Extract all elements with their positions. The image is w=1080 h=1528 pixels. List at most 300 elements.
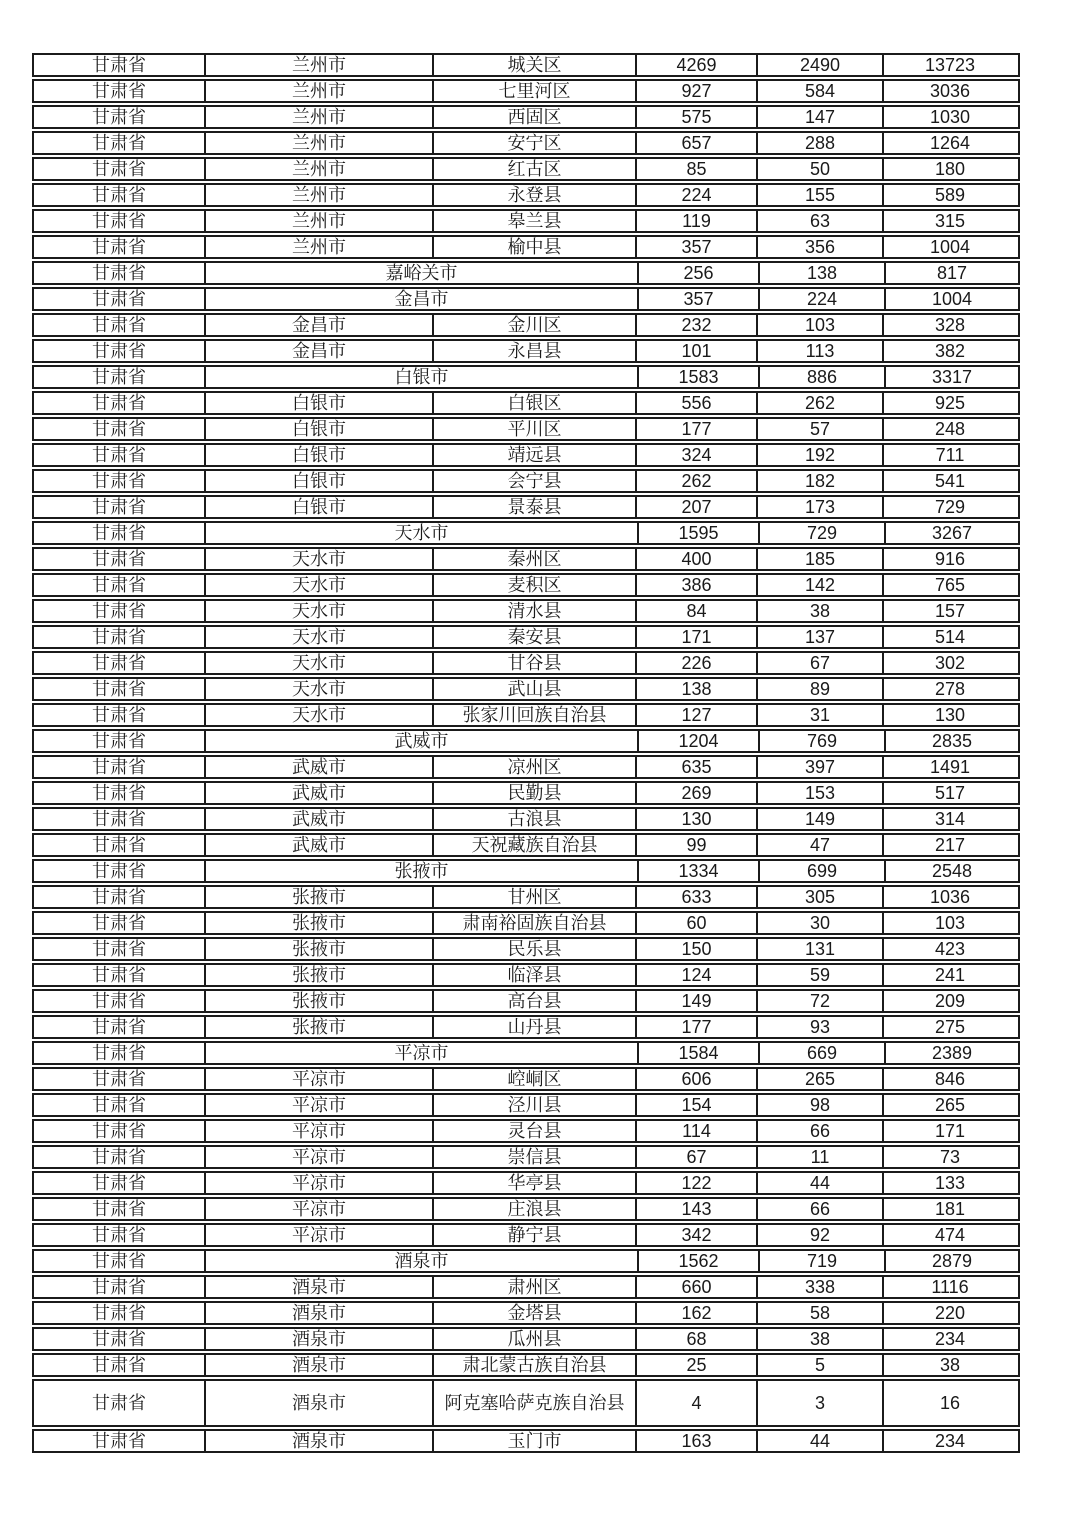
cell-value1: 207 <box>637 497 758 517</box>
table-row <box>32 1223 1020 1247</box>
cell-value1: 226 <box>637 653 758 673</box>
cell-value3: 916 <box>934 549 966 569</box>
cell-province: 甘肃省 <box>34 1069 206 1089</box>
cell-city-merged: 平凉市 <box>206 1043 639 1063</box>
cell-value2: 699 <box>760 861 886 881</box>
cell-value1: 119 <box>637 211 758 231</box>
table-row <box>32 183 1020 207</box>
cell-city: 酒泉市 <box>206 1303 434 1323</box>
cell-province: 甘肃省 <box>34 575 206 595</box>
cell-value1: 927 <box>637 81 758 101</box>
cell-city: 张掖市 <box>206 965 434 985</box>
cell-province: 甘肃省 <box>34 107 206 127</box>
cell-province: 甘肃省 <box>34 1199 206 1219</box>
cell-district: 庄浪县 <box>434 1199 637 1219</box>
cell-city: 张掖市 <box>206 991 434 1011</box>
cell-value3: 382 <box>934 341 966 361</box>
cell-district: 安宁区 <box>434 133 637 153</box>
cell-province: 甘肃省 <box>34 1121 206 1141</box>
cell-value1: 1595 <box>639 523 760 543</box>
cell-province: 甘肃省 <box>34 159 206 179</box>
cell-value3: 130 <box>934 705 966 725</box>
cell-city: 兰州市 <box>206 81 434 101</box>
cell-value3: 209 <box>934 991 966 1011</box>
cell-value3: 133 <box>934 1173 966 1193</box>
cell-city: 天水市 <box>206 627 434 647</box>
cell-value2: 182 <box>758 471 884 491</box>
cell-value1: 342 <box>637 1225 758 1245</box>
cell-province: 甘肃省 <box>34 393 206 413</box>
cell-district: 永登县 <box>434 185 637 205</box>
cell-value2: 149 <box>758 809 884 829</box>
cell-value1: 1334 <box>639 861 760 881</box>
cell-value3: 234 <box>934 1329 966 1349</box>
cell-value2: 66 <box>758 1121 884 1141</box>
cell-value1: 357 <box>637 237 758 257</box>
cell-value1: 60 <box>637 913 758 933</box>
cell-city-merged: 张掖市 <box>206 861 639 881</box>
cell-value1: 232 <box>637 315 758 335</box>
cell-value3: 1264 <box>929 133 971 153</box>
cell-city: 平凉市 <box>206 1121 434 1141</box>
table-row <box>32 885 1020 909</box>
table-row <box>32 547 1020 571</box>
cell-value2: 719 <box>760 1251 886 1271</box>
cell-value1: 1204 <box>639 731 760 751</box>
cell-province: 甘肃省 <box>34 1303 206 1323</box>
table-row <box>32 573 1020 597</box>
cell-province: 甘肃省 <box>34 627 206 647</box>
cell-value2: 89 <box>758 679 884 699</box>
cell-value2: 30 <box>758 913 884 933</box>
cell-province: 甘肃省 <box>34 315 206 335</box>
cell-province: 甘肃省 <box>34 367 206 387</box>
cell-value3: 241 <box>934 965 966 985</box>
cell-value2: 72 <box>758 991 884 1011</box>
cell-value1: 324 <box>637 445 758 465</box>
cell-city: 白银市 <box>206 393 434 413</box>
cell-city: 平凉市 <box>206 1199 434 1219</box>
cell-city: 兰州市 <box>206 185 434 205</box>
cell-value3: 3317 <box>931 367 973 387</box>
cell-district: 高台县 <box>434 991 637 1011</box>
cell-city: 酒泉市 <box>206 1277 434 1297</box>
cell-province: 甘肃省 <box>34 1355 206 1375</box>
cell-value2: 38 <box>758 601 884 621</box>
cell-province: 甘肃省 <box>34 471 206 491</box>
cell-value3: 817 <box>936 263 968 283</box>
cell-value2: 142 <box>758 575 884 595</box>
cell-province: 甘肃省 <box>34 497 206 517</box>
cell-city: 张掖市 <box>206 939 434 959</box>
cell-province: 甘肃省 <box>34 1017 206 1037</box>
cell-district: 靖远县 <box>434 445 637 465</box>
cell-city: 白银市 <box>206 445 434 465</box>
cell-city: 天水市 <box>206 575 434 595</box>
cell-city-merged: 天水市 <box>206 523 639 543</box>
cell-district: 崇信县 <box>434 1147 637 1167</box>
cell-value2: 44 <box>758 1173 884 1193</box>
table-row <box>32 157 1020 181</box>
cell-value1: 224 <box>637 185 758 205</box>
cell-city: 平凉市 <box>206 1147 434 1167</box>
cell-value1: 1584 <box>639 1043 760 1063</box>
cell-province: 甘肃省 <box>34 549 206 569</box>
cell-city-merged: 酒泉市 <box>206 1251 639 1271</box>
table-row <box>32 443 1020 467</box>
cell-city: 平凉市 <box>206 1095 434 1115</box>
cell-district: 肃南裕固族自治县 <box>434 913 637 933</box>
cell-value3: 729 <box>934 497 966 517</box>
cell-city: 兰州市 <box>206 107 434 127</box>
cell-value2: 59 <box>758 965 884 985</box>
cell-value3: 1116 <box>931 1277 969 1297</box>
cell-city: 天水市 <box>206 549 434 569</box>
cell-city: 兰州市 <box>206 159 434 179</box>
cell-city: 酒泉市 <box>206 1329 434 1349</box>
cell-value3: 180 <box>934 159 966 179</box>
cell-city: 酒泉市 <box>206 1381 434 1425</box>
cell-city-merged: 金昌市 <box>206 289 639 309</box>
cell-district: 红古区 <box>434 159 637 179</box>
cell-district: 临泽县 <box>434 965 637 985</box>
cell-province: 甘肃省 <box>34 1431 206 1451</box>
cell-value1: 85 <box>637 159 758 179</box>
cell-value1: 606 <box>637 1069 758 1089</box>
cell-value2: 50 <box>758 159 884 179</box>
cell-value2: 305 <box>758 887 884 907</box>
cell-value2: 44 <box>758 1431 884 1451</box>
cell-value2: 113 <box>758 341 884 361</box>
cell-value3: 103 <box>934 913 966 933</box>
table-row <box>32 469 1020 493</box>
table-row <box>32 937 1020 961</box>
cell-province: 甘肃省 <box>34 263 206 283</box>
cell-value3: 220 <box>934 1303 966 1323</box>
cell-district: 瓜州县 <box>434 1329 637 1349</box>
cell-province: 甘肃省 <box>34 679 206 699</box>
cell-value1: 177 <box>637 1017 758 1037</box>
cell-province: 甘肃省 <box>34 289 206 309</box>
cell-value2: 67 <box>758 653 884 673</box>
cell-province: 甘肃省 <box>34 757 206 777</box>
cell-district: 秦安县 <box>434 627 637 647</box>
cell-district: 泾川县 <box>434 1095 637 1115</box>
cell-city: 张掖市 <box>206 1017 434 1037</box>
cell-province: 甘肃省 <box>34 835 206 855</box>
cell-city: 兰州市 <box>206 55 434 75</box>
cell-province: 甘肃省 <box>34 237 206 257</box>
cell-province: 甘肃省 <box>34 653 206 673</box>
cell-value2: 886 <box>760 367 886 387</box>
cell-district: 永昌县 <box>434 341 637 361</box>
cell-district: 武山县 <box>434 679 637 699</box>
cell-value1: 400 <box>637 549 758 569</box>
cell-value1: 633 <box>637 887 758 907</box>
cell-city: 武威市 <box>206 809 434 829</box>
cell-value2: 153 <box>758 783 884 803</box>
table-row <box>32 521 1020 545</box>
cell-value2: 93 <box>758 1017 884 1037</box>
cell-value2: 5 <box>758 1355 884 1375</box>
cell-district: 清水县 <box>434 601 637 621</box>
cell-province: 甘肃省 <box>34 913 206 933</box>
cell-value2: 138 <box>760 263 886 283</box>
cell-province: 甘肃省 <box>34 1381 206 1425</box>
cell-value3: 1036 <box>929 887 971 907</box>
table-row <box>32 703 1020 727</box>
cell-province: 甘肃省 <box>34 1251 206 1271</box>
table-row <box>32 1249 1020 1273</box>
cell-district: 天祝藏族自治县 <box>434 835 637 855</box>
cell-value2: 63 <box>758 211 884 231</box>
table-row <box>32 391 1020 415</box>
table-row <box>32 781 1020 805</box>
cell-district: 秦州区 <box>434 549 637 569</box>
cell-value1: 1583 <box>639 367 760 387</box>
cell-value1: 171 <box>637 627 758 647</box>
cell-city: 白银市 <box>206 471 434 491</box>
cell-value1: 660 <box>637 1277 758 1297</box>
cell-value1: 101 <box>637 341 758 361</box>
cell-district: 阿克塞哈萨克族自治县 <box>434 1381 637 1425</box>
cell-city-merged: 武威市 <box>206 731 639 751</box>
cell-value3: 302 <box>934 653 966 673</box>
cell-district: 七里河区 <box>434 81 637 101</box>
cell-province: 甘肃省 <box>34 861 206 881</box>
cell-province: 甘肃省 <box>34 939 206 959</box>
cell-value1: 138 <box>637 679 758 699</box>
cell-value1: 25 <box>637 1355 758 1375</box>
table-row <box>32 859 1020 883</box>
cell-province: 甘肃省 <box>34 601 206 621</box>
cell-province: 甘肃省 <box>34 1043 206 1063</box>
cell-city-merged: 嘉峪关市 <box>206 263 639 283</box>
table-row <box>32 1171 1020 1195</box>
cell-value2: 31 <box>758 705 884 725</box>
cell-value1: 143 <box>637 1199 758 1219</box>
cell-district: 肃北蒙古族自治县 <box>434 1355 637 1375</box>
cell-province: 甘肃省 <box>34 81 206 101</box>
cell-value3: 765 <box>934 575 966 595</box>
cell-province: 甘肃省 <box>34 1277 206 1297</box>
cell-value3: 157 <box>934 601 966 621</box>
cell-district: 榆中县 <box>434 237 637 257</box>
cell-value2: 58 <box>758 1303 884 1323</box>
table-row <box>32 209 1020 233</box>
table-row <box>32 807 1020 831</box>
cell-city: 金昌市 <box>206 341 434 361</box>
table-row <box>32 1093 1020 1117</box>
cell-city: 酒泉市 <box>206 1431 434 1451</box>
cell-value2: 147 <box>758 107 884 127</box>
cell-district: 凉州区 <box>434 757 637 777</box>
table-row <box>32 1119 1020 1143</box>
cell-value3: 925 <box>934 393 966 413</box>
cell-value2: 38 <box>758 1329 884 1349</box>
cell-value2: 185 <box>758 549 884 569</box>
cell-province: 甘肃省 <box>34 809 206 829</box>
table-row <box>32 1353 1020 1377</box>
cell-city: 酒泉市 <box>206 1355 434 1375</box>
cell-value1: 357 <box>639 289 760 309</box>
cell-value2: 224 <box>760 289 886 309</box>
cell-value3: 2835 <box>931 731 973 751</box>
cell-city: 金昌市 <box>206 315 434 335</box>
table-row <box>32 235 1020 259</box>
cell-value3: 13723 <box>924 55 976 75</box>
table-row <box>32 79 1020 103</box>
cell-value3: 3036 <box>929 81 971 101</box>
table-row <box>32 131 1020 155</box>
table-row <box>32 1015 1020 1039</box>
cell-value1: 84 <box>637 601 758 621</box>
table-row <box>32 963 1020 987</box>
table-row <box>32 313 1020 337</box>
cell-city-merged: 白银市 <box>206 367 639 387</box>
cell-value1: 162 <box>637 1303 758 1323</box>
cell-value1: 269 <box>637 783 758 803</box>
cell-district: 山丹县 <box>434 1017 637 1037</box>
cell-district: 民乐县 <box>434 939 637 959</box>
cell-value3: 265 <box>934 1095 966 1115</box>
cell-value1: 386 <box>637 575 758 595</box>
cell-city: 平凉市 <box>206 1225 434 1245</box>
cell-value2: 66 <box>758 1199 884 1219</box>
cell-value3: 181 <box>934 1199 966 1219</box>
cell-value1: 124 <box>637 965 758 985</box>
table-row <box>32 261 1020 285</box>
cell-value3: 3267 <box>931 523 973 543</box>
cell-value1: 635 <box>637 757 758 777</box>
cell-city: 武威市 <box>206 783 434 803</box>
table-row <box>32 495 1020 519</box>
cell-value1: 575 <box>637 107 758 127</box>
cell-district: 皋兰县 <box>434 211 637 231</box>
cell-value1: 4 <box>637 1381 758 1425</box>
table-row <box>32 833 1020 857</box>
cell-district: 肃州区 <box>434 1277 637 1297</box>
cell-value2: 356 <box>758 237 884 257</box>
cell-value2: 98 <box>758 1095 884 1115</box>
cell-value3: 1030 <box>929 107 971 127</box>
cell-value3: 711 <box>935 445 965 465</box>
cell-value1: 4269 <box>637 55 758 75</box>
cell-district: 会宁县 <box>434 471 637 491</box>
cell-value3: 248 <box>934 419 966 439</box>
cell-value1: 262 <box>637 471 758 491</box>
cell-value2: 103 <box>758 315 884 335</box>
cell-value3: 1004 <box>931 289 973 309</box>
cell-value1: 67 <box>637 1147 758 1167</box>
cell-value1: 163 <box>637 1431 758 1451</box>
cell-district: 华亭县 <box>434 1173 637 1193</box>
cell-value2: 92 <box>758 1225 884 1245</box>
table-row <box>32 53 1020 77</box>
cell-province: 甘肃省 <box>34 341 206 361</box>
cell-province: 甘肃省 <box>34 783 206 803</box>
cell-value1: 657 <box>637 133 758 153</box>
table-row <box>32 729 1020 753</box>
cell-district: 金塔县 <box>434 1303 637 1323</box>
cell-value3: 423 <box>934 939 966 959</box>
cell-value3: 328 <box>934 315 966 335</box>
table-row <box>32 677 1020 701</box>
cell-district: 崆峒区 <box>434 1069 637 1089</box>
cell-district: 古浪县 <box>434 809 637 829</box>
table-row <box>32 105 1020 129</box>
table-row <box>32 417 1020 441</box>
cell-value3: 517 <box>934 783 966 803</box>
cell-value2: 131 <box>758 939 884 959</box>
table-row <box>32 651 1020 675</box>
cell-province: 甘肃省 <box>34 1147 206 1167</box>
cell-value3: 171 <box>934 1121 966 1141</box>
table-row <box>32 1327 1020 1351</box>
cell-city: 平凉市 <box>206 1069 434 1089</box>
cell-value3: 275 <box>934 1017 966 1037</box>
cell-city: 兰州市 <box>206 211 434 231</box>
cell-province: 甘肃省 <box>34 991 206 1011</box>
cell-value3: 73 <box>939 1147 961 1167</box>
cell-province: 甘肃省 <box>34 1095 206 1115</box>
cell-district: 玉门市 <box>434 1431 637 1451</box>
cell-value3: 2548 <box>931 861 973 881</box>
cell-district: 民勤县 <box>434 783 637 803</box>
cell-value3: 589 <box>934 185 966 205</box>
cell-value3: 846 <box>934 1069 966 1089</box>
cell-province: 甘肃省 <box>34 133 206 153</box>
cell-district: 金川区 <box>434 315 637 335</box>
cell-province: 甘肃省 <box>34 1225 206 1245</box>
table-row <box>32 339 1020 363</box>
cell-city: 白银市 <box>206 419 434 439</box>
cell-value2: 338 <box>758 1277 884 1297</box>
cell-value3: 16 <box>939 1392 961 1413</box>
cell-value2: 137 <box>758 627 884 647</box>
table-row <box>32 1429 1020 1453</box>
cell-value2: 262 <box>758 393 884 413</box>
cell-district: 平川区 <box>434 419 637 439</box>
cell-value1: 1562 <box>639 1251 760 1271</box>
cell-value3: 2389 <box>931 1043 973 1063</box>
cell-value1: 556 <box>637 393 758 413</box>
cell-district: 灵台县 <box>434 1121 637 1141</box>
cell-city: 兰州市 <box>206 237 434 257</box>
cell-province: 甘肃省 <box>34 445 206 465</box>
table-row <box>32 1041 1020 1065</box>
cell-city: 天水市 <box>206 653 434 673</box>
cell-province: 甘肃省 <box>34 419 206 439</box>
cell-value2: 669 <box>760 1043 886 1063</box>
cell-city: 武威市 <box>206 835 434 855</box>
cell-value1: 150 <box>637 939 758 959</box>
cell-city: 张掖市 <box>206 887 434 907</box>
cell-value3: 474 <box>934 1225 966 1245</box>
cell-value1: 122 <box>637 1173 758 1193</box>
cell-value3: 278 <box>934 679 966 699</box>
cell-value3: 1491 <box>929 757 971 777</box>
cell-value2: 57 <box>758 419 884 439</box>
table-row <box>32 599 1020 623</box>
table-row <box>32 911 1020 935</box>
cell-district: 甘谷县 <box>434 653 637 673</box>
cell-province: 甘肃省 <box>34 211 206 231</box>
cell-city: 武威市 <box>206 757 434 777</box>
cell-district: 城关区 <box>434 55 637 75</box>
cell-province: 甘肃省 <box>34 523 206 543</box>
cell-city: 白银市 <box>206 497 434 517</box>
